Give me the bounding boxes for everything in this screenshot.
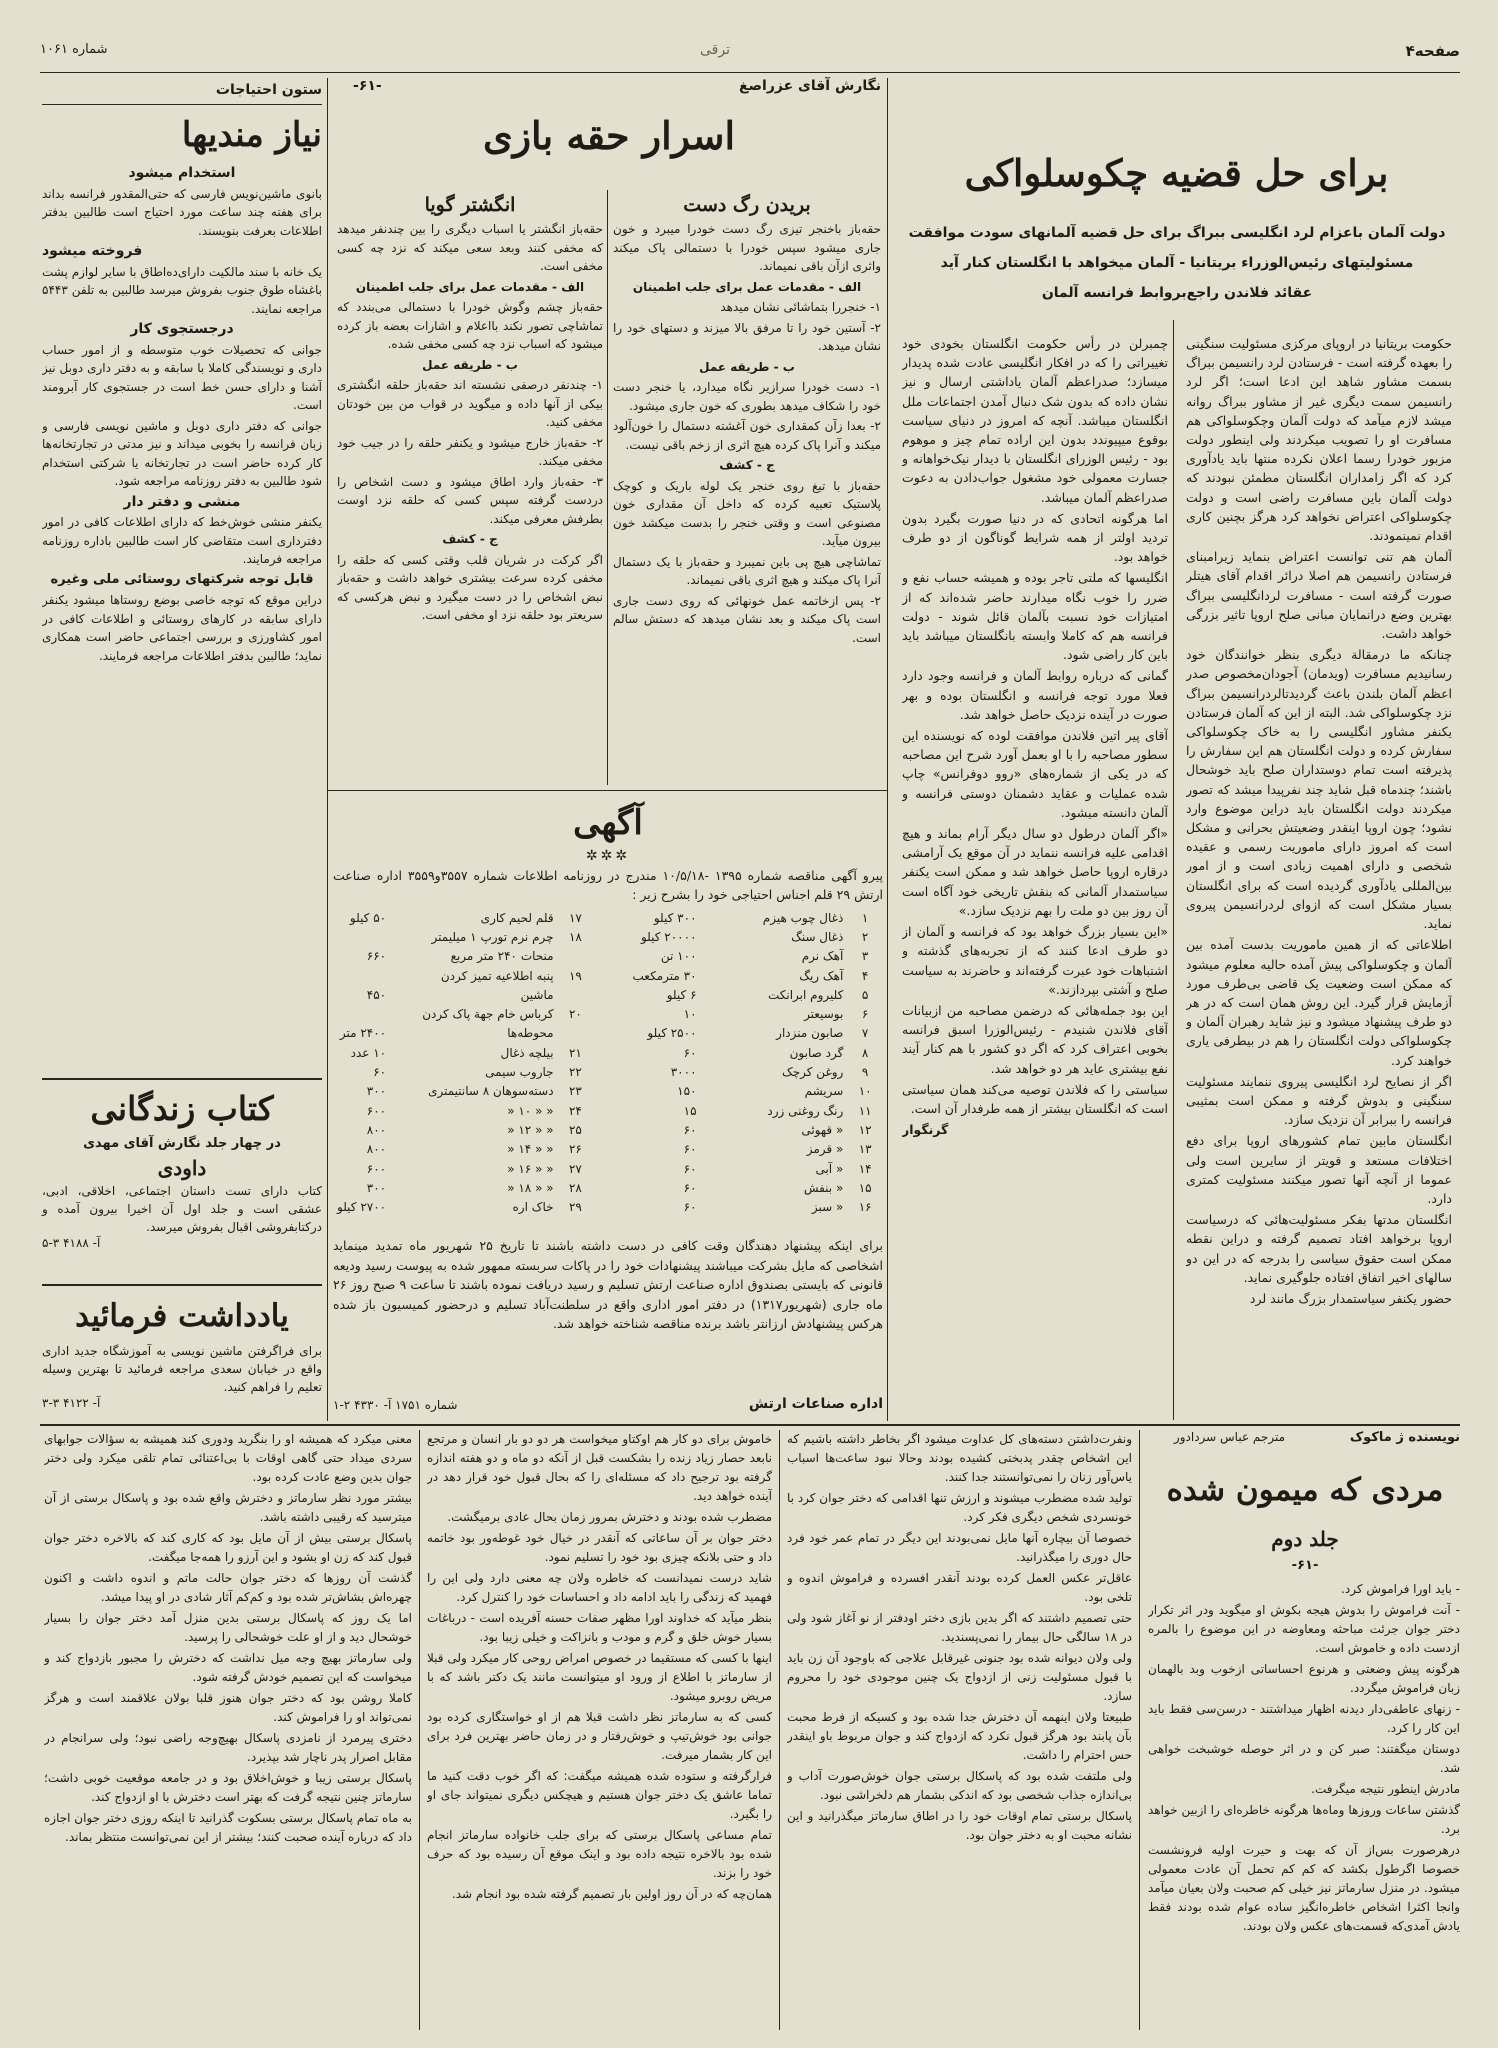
ads-sub-job: درجستجوی کار [130,321,234,337]
ketab-title: کتاب زندگانی [90,1089,274,1128]
ketab-body: کتاب دارای تست داستان اجتماعی، اخلاقی، ادبی، عشقی است و جلد اول آن اخیرا بیرون آمده و درکتابفروشی اقبال بفروش میرسد. [42,1184,322,1234]
agahi-item-name: رنگ روغنی زرد [767,1103,844,1118]
novel-author: نویسنده ژ ماکوک [1349,1430,1460,1445]
novel-title: مردی که میمون شده [1166,1472,1444,1508]
agahi-item-amount [333,1004,390,1023]
novel-volume: جلد دوم [1271,1527,1339,1551]
agahi-row [333,966,883,985]
agahi-item-no: ۷ [861,1026,869,1041]
agahi-item-amount: ۲۰۰۰۰ کیلو [640,929,697,944]
agahi-item-amount: ۶۰ [683,1200,697,1215]
ketab-ad [42,1084,322,1294]
agahi-item-name: بوسیعتر [804,1007,844,1022]
paper-name: ترقی [700,42,730,58]
agahi-item-no: ۱۵ [858,1180,872,1195]
agahi-item-no: ۲۳ [568,1084,582,1099]
agahi-row [333,1101,883,1120]
novel-col-1: - باید اورا فراموش کرد. - آنت فراموش را بدوش هیجه بکوش او میگوید ودر اثر تکرار دختر جوان جرئت مباحثه ومعاوضه در این موضوع را بالمره ازدست داده و خاموش است. هرگونه پیش وضعتی و هرنوع احساساتی ازخوب وبد بالهمان زبان فراموش میگردد. - زنهای عاطفی‌دار دیدنه اظهار میداشتند - درسن‌سی فقط باید این کار را کرد. دوستان میگفتند: صبر کن و در اثر حوصله خوشبخت خواهی شد. مادرش اینطور نتیجه میگرفت. گذشتن ساعات وروزها وماه‌ها هرگونه خاطره‌ای را ازبین خواهد برد. درهرصورت بس‌از آن که بهت و حیرت اولیه فرونشست خصوصا اگرطول بکشد که کم کم تحمل آن عادت معمولی میشود. در منزل سارماتز نیز خیلی کم صحبت ولان بعیان میآمد وانجا اکثرا اشخاص خاطره‌انگیز ساده عوام شده بودند فقط یادش آمدی‌که قسمت‌های عکس ولان بودند. [1148,1582,1460,1933]
ads-sub-hire: استخدام میشود [128,165,236,181]
agahi-item-no: ۲۲ [568,1065,582,1080]
agahi-notice [333,798,883,1420]
yaddasht-body: برای فراگرفتن ماشین نویسی به آموزشگاه جدید اداری واقع در خیابان سعدی مراجعه فرمائید تا بهترین وسیله تعلیم را فراهم کنید. [42,1344,322,1394]
agahi-item-name: « آبی [815,1161,844,1176]
novel-col-4: معنی میکرد که همیشه او را بنگرید ودوری کند همیشه به سؤالات جوابهای سردی میداد حتی گاهی اوقات با بی‌اعتنائی تمام تلقی میکرد ولی دختر جوان بدین وضع عادت کرده بود. بیشتر مورد نظر سارماتز و دخترش واقع شده بود و پاسکال برستی از آن میترسید که رقیبی داشته باشد. پاسکال برستی بیش از آن مایل بود که کاری کند که بالاخره دختر جوان قبول کند که زن او بشود و این آرزو را همه‌جا میگفت. گذشت آن روزها که دختر جوان حالت ماتم و اندوه داشت و اکنون چهره‌اش بشاش‌تر شده بود و کم‌کم آثار شادی در او پیدا میشد. اما یک روز که پاسکال برستی بدین منزل آمد دختر جوان را بسیار خوشحال دید و از او علت خوشحالی را پرسید. ولی سارماتز بهیچ وجه میل نداشت که دخترش را مجبور بازدواج کند و میخواست که این تصمیم خودش گرفته شود. کاملا روشن بود که دختر جوان هنوز قلبا بولان علاقمند است و هرگز نمی‌تواند او را فراموش کند. دختری پیرمرد از نامزدی پاسکال بهیچ‌وجه راضی نبود؛ ولی سرانجام در مقابل اصرار پدر ناچار شد بپذیرد. پاسکال برستی زیبا و خوش‌اخلاق بود و در جامعه موقعیت خوبی داشت؛ سارماتز چنین نتیجه گرفت که بهتر است دخترش با او ازدواج کند. به ماه تمام پاسکال برستی بسکوت گذرانید تا اینکه روزی دختر جوان اجازه داد که درباره آینده صحبت کنند؛ بیشتر از این نمی‌توانست منتظر بماند. [44,1432,412,1844]
agahi-item-name: آهک نرم [801,949,844,964]
agahi-row [333,908,883,927]
hoqqe-title: اسرار حقه بازی [482,113,736,158]
agahi-item-no: ۱۱ [858,1103,872,1118]
masthead-rule [40,72,1460,73]
agahi-item-name: بیلچه ذغال [500,1045,554,1060]
column-rule [1139,1430,1140,2030]
agahi-item-name: روغن کرچک [782,1065,844,1080]
agahi-item-no: ۵ [861,987,869,1002]
agahi-item-name: آهک ریگ [799,968,844,983]
hoqqe-bottom-rule [327,790,887,791]
agahi-item-name: خاک اره [512,1200,554,1215]
agahi-item-amount: ۳۰۰ [366,1084,387,1099]
agahi-item-amount: ۶۶۰ [366,949,387,964]
agahi-item-no: ۸ [861,1045,869,1060]
agahi-item-no: ۲۰ [568,1007,582,1022]
agahi-item-name: سریشم [804,1084,844,1099]
ads-rule [42,1284,322,1286]
ads-sub-sale: فروخته میشود [42,243,143,259]
agahi-item-no [558,985,594,1004]
section-rule [40,1424,1460,1426]
agahi-item-amount: ۲۴۰۰ متر [339,1026,387,1041]
agahi-item-name: کلیروم ابرانکت [767,987,844,1002]
agahi-item-name: « قهوئی [801,1122,844,1137]
agahi-item-no: ۲۱ [568,1045,582,1060]
agahi-item-amount: ۳۰۰ [366,1180,387,1195]
agahi-item-amount: ۸۰۰ [366,1142,387,1157]
czech-column-left: چمبرلن در رأس حکومت انگلستان بخودی خود تغییراتی را که در افکار انگلیسی عادت شده پدیدار میسازد؛ صدراعظم آلمان یاداشتی ارسال و نیز نشان داده که بدون شک دنبال آمدن اجتماعات ملل انگلستان میباشد. آنچه که امروز در دنیای سیاست بوقوع میپیوندد بدون این اراده تمام چیز و موهوم بود - رئیس الوزرای انگلستان با دیدار نیک‌خواهانه و جسارت معمولی خود مشغول جواب‌دادن به دعوت صدراعظم آلمان میباشد. اما هرگونه اتحادی که در دنیا صورت بگیرد بدون تردید اولتر از همه شرایط گوناگون از دو طرف خواهد بود. انگلیسها که ملتی تاجر بوده و همیشه حساب نفع و ضرر را خوب نگاه میدارند حاضر شده‌اند که از امتیازات خود نسبت بآلمان قائل شوند - دولت فرانسه هم که کاملا وابسته بانگلستان میباشد باید باین کار راضی شود. گمانی که درباره روابط آلمان و فرانسه وجود دارد فعلا مورد توجه فرانسه و انگلستان بوده و بهر صورت در آینده نزدیک حاصل خواهد شد. آقای پیر اتین فلاندن موافقت لوده که نویسنده این سطور مصاحبه را با او بعمل آورد شرح این مصاحبه که در یکی از شماره‌های «روو دوفرانس» چاپ شده عملیات و عقاید دشمنان دوستی فرانسه و آلمان دانسته میشود. «اگر آلمان درطول دو سال دیگر آرام بماند و هیچ اقدامی علیه فرانسه ننماید در آن موقع یک آرامشی درقاره اروپا حاصل خواهد شد و ممکن است یکنفر سیاستمدار آلمانی که بنقش تاریخی خود آگاه است آن روز بین دو ملت را بهم نزدیک سازد.» «این بسیار بزرگ خواهد بود که فرانسه و آلمان از دو طرف ادعا کنند که از تجربه‌های گذشته و اشتباهات خود عبرت گرفته‌اند و حاضرند به سیاست صلح و آشتی بپردازند.» این بود جمله‌هائی که درضمن مصاحبه من ازبیانات آقای فلاندن شنیدم - رئیس‌الوزرا اسبق فرانسه بخوبی اعتراف کرد که اگر دو کشور با هم کنار آیند نفع بیشتری عاید هر دو خواهد شد. سیاستی را که فلاندن توصیه می‌کند همان سیاستی است که انگلستان بیشتر از همه طرفدار آن است. گرنگوار [902,334,1168,1416]
agahi-item-no: ۱۹ [568,968,582,983]
lead-line: مسئولیتهای رئیس‌الوزراء بریتانیا - آلمان میخواهد با انگلستان کنار آید [940,255,1414,271]
agahi-item-amount: ۳۰۰ کیلو [653,910,697,925]
hoqqe-byline: نگارش آقای عزراصغ [738,78,881,94]
agahi-code: شماره ۱۷۵۱ آ- ۴۳۳۰ ۲-۱ [333,1398,458,1412]
czech-signature: گرنگوار [902,1122,949,1138]
ads-heading-rule [42,104,322,105]
agahi-item-name: پنبه اطلاعیه تمیز کردن [440,968,554,983]
issue-number: شماره ۱۰۶۱ [40,42,108,57]
hoqqe-column-right: بریدن رگ دست حقه‌باز باخنجر تیزی رگ دست خودرا میبرد و خون جاری میشود سپس خودرا با دستمالی پاک میکند واثری ازآن باقی نمیماند. الف - مقدمات عمل برای جلب اطمینان ۱- خنجررا بتماشائی نشان میدهد ۲- آستین خود را تا مرفق بالا میزند و دستهای خود را نشان میدهد. ب - طریقه عمل ۱- دست خودرا سرازیر نگاه میدارد، یا خنجر دست خود را شکاف میدهد بطوری که خون جاری میشود. ۲- بعدا زآن کمقداری خون آغشته دستمال را خون‌آلود میکند و آنرا پاک کرده هیچ اثری از زخم باقی نیست. ج - کشف حقه‌باز با تیغ روی خنجر یک لوله باریک و کوچک پلاستیک تعبیه کرده که داخل آن مقداری خون مصنوعی است و وقتی خنجر را بدست میکشد خون بیرون میآید. تماشاچی هیچ پی باین نمیبرد و حقه‌باز با یک دستمال آنرا پاک میکند و هیچ اثری باقی نمیماند. ۲- پس ازخاتمه عمل خونهائی که روی دست جاری است پاک میکند و بعد نشان میدهد که دستش سالم است. [613,190,881,785]
novel-number: -۶۱- [1291,1558,1319,1573]
agahi-item-amount: ۱۰۰ تن [660,949,697,964]
agahi-item-name: قلم لحیم کاری [480,910,554,925]
agahi-item-name: « سبز [811,1200,844,1215]
column-rule [779,1430,780,2030]
agahi-item-no: ۱۰ [858,1084,872,1099]
agahi-item-no: ۱۴ [858,1161,872,1176]
agahi-row [333,1024,883,1043]
agahi-item-name: « « ۱۰ « [507,1103,554,1118]
yaddasht-code: آ- ۴۱۲۲ ۳-۳ [42,1396,101,1410]
agahi-item-amount: ۶ کیلو [666,987,697,1002]
ads-heading: ستون احتیاجات [215,82,322,98]
agahi-item-no: ۱۲ [858,1122,872,1137]
agahi-item-name: « « ۱۲ « [507,1122,554,1137]
czech-title: برای حل قضیه چکوسلواکی [964,151,1389,195]
hoqqe-article [333,78,885,788]
agahi-item-no: ۲۹ [568,1200,582,1215]
hoqqe-left-title: انگشتر گویا [424,194,516,216]
novel-col-2: ونفرت‌داشتن دسته‌های کل عداوت میشود اگر بخاطر داشته باشیم که این اشخاص چقدر پدبختی کشیده بودند وحالا نبود ساعت‌ها اسباب یاس‌آور زنان را نمی‌توانستند جدا کنند. تولید شده مضطرب میشوند و ارزش تنها اقدامی که دختر جوان کرد با خونسردی شخص دیگری فکر کرد. خصوصا آن بیچاره آنها مایل نمی‌بودند این دیگر در تمام عمر خود فرد حال دوری را میگذرانید. عاقل‌تر عکس العمل کرده بودند آنقدر افسرده و فراموش اندوه و تلخی بود. حتی تصمیم داشتند که اگر بدین بازی دختر اودفتر از نو آغاز شود ولی در ۱۸ سالگی حال بیمار را نمی‌پسندید. ولی ولان دیوانه شده بود جنونی غیرقابل علاجی که باوجود آن زن باید با قبول مسئولیت زنی از ازدواج یک چنین موجودی خود را محروم سازد. طبیعتا ولان اینهمه آن دخترش جدا شده بود و کسیکه از فرط محبت بآن پابند بود هرگز قبول نکرد که ازدواج کند و جوان مربوط باو اینقدر حس احترام را داشت. ولی ملتفت شده بود که پاسکال برستی جوان خوش‌صورت آداب و بی‌اندازه جذاب شخصی بود که اندکی بشمار هم دلخراشی نبود. پاسکال برستی تمام اوقات خود را در اطاق سارماتز میگذرانید و این نشانه محبت او به دختر جوان بود. [787,1432,1132,1842]
agahi-item-amount: ۵۰ کیلو [349,910,387,925]
ketab-sub: در چهار جلد نگارش آقای مهدی [83,1136,281,1151]
agahi-ornament: ✲✲✲ [585,848,631,864]
novel-col-3: خاموش برای دو کار هم اوکتاو میخواست هر دو دو بار انسان و مرتجع نابعد حصار زیاد زنده را بشکست قبل از آنکه دو ماه و دو هفته اندازه گرفته بود ترجیح داد که مسئله‌ای را که بحال قبول خود قرار دهد در آینده خواهد دید. مضطرب شده بودند و دخترش بمرور زمان بحال عادی برمیگشت. دختر جوان بر آن ساعاتی که آنقدر در خیال خود غوطه‌ور بود خاتمه داد و حتی بلانکه چیزی بود خود را تسلیم نمود. شاید درست نمیدانست که خاطره ولان چه معنی دارد ولی این را فهمید که زندگی را باید ادامه داد و احساسات خود را کنترل کرد. بنظر میآید که خداوند اورا مظهر صفات حسنه آفریده است - درباغات بسیار خوش خلق و گرم و مودب و بانزاکت و خیلی زیبا بود. اینها با کسی که مستقیما در خصوص امراض روحی کار میکرد ولی قبلا از سارماتز با اطلاع از ورود او میتوانست مانند یک دکتر باشد که با مریض روبرو میشود. کسی که به سارماتز نظر داشت قبلا هم از او خواستگاری کرده بود جوانی بود خوش‌تیپ و خوش‌رفتار و در زمان حاضر بهترین فرد برای این کار بشمار میرفت. فرارگرفته و ستوده شده همیشه میگفت: که اگر خوب دقت کنید ما تماما عاشق یک دختر جوان هستیم و هیچکس دیگری نمیتواند جای او را بگیرد. تمام مساعی پاسکال برستی که برای جلب خانواده سارماتز انجام شده بود بالاخره نتیجه داده بود و اینک موقع آن رسیده بود که حرف خود را بزند. همان‌چه که در آن روز اولین بار تصمیم گرفته شده بود انجام شد. [427,1432,772,1901]
ads-rule [42,1078,322,1080]
ads-body: استخدام میشود بانوی ماشین‌نویس فارسی که حتی‌المقدور فرانسه بداند برای هفته چند ساعت مورد احتیاج است طالبین بدفتر اطلاعات بعرفت بنویسند. فروخته میشود یک خانه با سند مالکیت دارای‌ده‌اطاق با سایر لوازم پشت باغشاه طوق جنوب بفروش میرسد طالبین به تلفن ۵۴۴۳ مراجعه نمایند. درجستجوی کار جوانی که تحصیلات خوب متوسطه و از امور حساب داری و نویسندگی کاملا با سابقه و به دفتر داری دوبل نیز آشنا و دارای حسن خط است در جستجوی کار آبرومند است. جوانی که دفتر داری دوبل و ماشین نویسی فارسی و زبان فرانسه را بخوبی میداند و نیز مدتی در تجارتخانه‌ها کار کرده حاضر است در تجارتخانه یا شرکتی استخدام شود طالبین به دفتر روزنامه مراجعه شود. منشی و دفتر دار یکنفر منشی خوش‌خط که دارای اطلاعات کافی در امور دفترداری است متقاضی کار است طالبین باداره روزنامه مراجعه فرمایند. قابل توجه شرکتهای روستائی ملی وغیره دراین موقع که توجه خاصی بوضع روستاها میشود یکنفر دارای سابقه در کارهای روستائی و اطلاعات کافی در امور کشاورزی و بررسی اجتماعی حاضر است همکاری نماید؛ طالبین بدفتر اطلاعات مراجعه فرمایند. [42,165,322,663]
ads-sub-clerk: منشی و دفتر دار [123,493,241,510]
agahi-signoff: اداره صناعات ارتش [748,1396,883,1412]
hoqqe-number: -۶۱- [353,78,382,94]
agahi-item-amount: ۱۵ [683,1103,697,1118]
agahi-item-no: ۳ [861,949,869,964]
agahi-item-name: گرد صابون [789,1045,844,1060]
agahi-item-name: ماشین [520,987,554,1002]
agahi-item-amount: ۸۰۰ [366,1122,387,1137]
ketab-code: آ- ۴۱۸۸ ۳-۵ [42,1236,101,1250]
agahi-item-amount: ۲۷۰۰ کیلو [337,1200,387,1215]
column-rule [887,78,888,1421]
agahi-row [333,1062,883,1081]
czech-signature-code [893,1328,1183,1329]
agahi-item-amount: ۶۰۰ [366,1103,387,1118]
agahi-item-no: ۲۷ [568,1161,582,1176]
agahi-row [333,927,883,946]
agahi-item-amount: ۱۰ عدد [350,1045,387,1060]
agahi-item-no: ۱۸ [568,929,582,944]
agahi-item-no [558,1024,594,1043]
agahi-item-amount [333,966,390,985]
agahi-item-amount: ۶۰ [683,1045,697,1060]
agahi-item-no: ۴ [861,968,869,983]
hoqqe-right-title: بریدن رگ دست [683,194,811,216]
novel-section [42,1430,1460,2030]
ads-column [42,78,322,1420]
hoqqe-column-left: انگشتر گویا حقه‌باز انگشتر یا اسباب دیگری را بین چندنفر میدهد که مخفی کنند وبعد سعی میکند که نزد چه کسی مخفی است. الف - مقدمات عمل برای جلب اطمینان حقه‌باز چشم وگوش خودرا با دستمالی می‌بندد که تماشاچی تصور نکند بااعلام و اشارات بعضه باز کرده میشود که اسباب نزد چه کسی مخفی شده. ب - طریقه عمل ۱- چندنفر درصفی نشسته اند حقه‌باز حلقه انگشتری بیکی از آنها داده و میگوید در قواب من بین خودتان مخفی کنید. ۲- حقه‌باز خارج میشود و یکنفر حلقه را در جیب خود مخفی میکند. ۳- حقه‌باز وارد اطاق میشود و دست اشخاص را دردست گرفته سپس کسی که حلقه نزد اوست بطرفش معرفی میکند. ج - کشف اگر کرکت در شریان قلب وقتی کسی که حلقه را مخفی کرده سرعت بیشتری خواهد داشت و حقه‌باز نبض اشخاص را در دست میگیرد و نبض هرکسی که سریعتر بود حلقه نزد او مخفی است. [337,190,603,785]
novel-translator: مترجم عباس سردادور [1173,1430,1285,1444]
agahi-row [333,947,883,966]
agahi-item-no: ۱۷ [568,910,582,925]
agahi-item-no: ۲۵ [568,1122,582,1137]
agahi-row [333,985,883,1004]
agahi-item-amount: ۱۵۰ [677,1084,697,1099]
agahi-item-name: « قرمز [806,1142,844,1157]
agahi-item-amount: ۶۰ [683,1142,697,1157]
agahi-intro: پیرو آگهی مناقصه شماره ۱۳۹۵ -۱۰/۵/۱۸ مندرج در روزنامه اطلاعات شماره ۳۵۵۷و۳۵۵۹ اداره صناعت ارتش ۲۹ قلم اجناس احتیاجی خود را بشرح زیر : [333,868,883,902]
agahi-item-name: منحات ۲۴۰ متر مربع [450,949,554,964]
agahi-item-amount: ۳۰ مترمکعب [632,968,697,983]
agahi-item-no: ۱۳ [858,1142,872,1157]
agahi-item-name: « « ۱۶ « [507,1161,554,1176]
agahi-item-amount: ۶۰ [683,1122,697,1137]
page-label: صفحه۴ [1405,42,1460,60]
agahi-item-no [558,947,594,966]
agahi-item-no: ۲ [861,929,869,944]
agahi-row [333,1082,883,1101]
agahi-row [333,1197,883,1216]
agahi-item-amount: ۴۵۰ [366,987,387,1002]
agahi-item-amount: ۶۰ [683,1180,697,1195]
czech-lead [902,218,1452,308]
agahi-row [333,1043,883,1062]
agahi-item-amount: ۶۰ [373,1065,387,1080]
agahi-item-name: « « ۱۸ « [507,1180,554,1195]
agahi-row [333,1178,883,1197]
ketab-name: داودی [157,1156,207,1180]
agahi-item-name: ذغال چوب هیزم [762,910,844,925]
yaddasht-ad [42,1290,322,1418]
agahi-item-no: ۱۶ [858,1200,872,1215]
agahi-item-amount: ۶۰ [683,1161,697,1176]
agahi-item-amount: ۲۵۰۰ کیلو [647,1026,697,1041]
agahi-row [333,1120,883,1139]
agahi-item-name: « بنفش [803,1180,844,1195]
agahi-item-amount: ۱۰ [683,1007,697,1022]
agahi-row [333,1159,883,1178]
lead-line: دولت آلمان باعزام لرد انگلیسی ببراگ برای حل قضیه آلمانهای سودت موافقت [908,225,1446,241]
agahi-item-no: ۱ [861,910,869,925]
agahi-item-name: کرباس خام جهة پاک کردن [422,1007,554,1022]
agahi-item-name: چرم نرم تورپ ۱ میلیمتر [431,929,554,944]
agahi-item-amount [333,927,390,946]
ads-title: نیاز مندیها [181,115,322,155]
agahi-row [333,1004,883,1023]
agahi-item-no: ۲۴ [568,1103,582,1118]
agahi-item-no: ۲۶ [568,1142,582,1157]
agahi-item-amount: ۳۰۰۰ [670,1065,697,1080]
yaddasht-title: یادداشت فرمائید [75,1298,289,1334]
agahi-item-amount: ۶۰۰ [366,1161,387,1176]
agahi-item-name: جاروب سیمی [485,1065,554,1080]
agahi-table [333,908,883,1217]
agahi-item-no: ۶ [861,1007,869,1022]
lead-line: عقائد فلاندن راجع‌بروابط فرانسه آلمان [1041,285,1313,301]
czech-column-right: حکومت بریتانیا در اروپای مرکزی مسئولیت سنگینی را بعهده گرفته است - فرستادن لرد رانسیمن ببراگ بسمت مشاور شاهد این ادعا است؛ اگر لرد رانسیمن سمت دیگری غیر از مشاور ببراگ روانه میشد لازم میآمد که دولت آلمان وچکوسلواکی هم مسافرت او را تصویب میکردند ولی اینطور دولت مزبور خودرا رسما اعلان نکرده منتها باید یادآوری کرد که اگر زامداران انگلستان مطمئن نبودند که دولت آلمان باین مسافرت راضی است و دولت چکوسلواکی اعتراض نخواهد کرد هرگز بچنین کاری اقدام نمینمودند. آلمان هم تنی توانست اعتراض بنماید زیرامبنای فرستادن رانسیمن هم اصلا درائر اقدام آقای هیتلر صورت گرفته است - مسافرت لردانگلیسی ببراگ بهترین وضع درانمایان مبانی صلح اروپا تاثیر بزرگی خواهد داشت. چنانکه ما درمقالة دیگری بنظر خوانندگان خود رسانیدیم مسافرت (ویدمان) آجودان‌مخصوص صدر اعظم آلمان بلندن باعث گردیدتالردرانسیمن ببراگ نزد چکوسلواکی شد. البته از این که آلمان فرستادن یکنفر مشاور انگلیسی را به خاک چکوسلواکی سفارش کرده و دولت انگلستان هم این سفارش را پذیرفته است تمام دوستداران صلح باید خوشحال باشند؛ چندماه قبل شاید چند نفرپیدا میشد که تصور میکردند دولت انگلستان باید دراین موضوع وارد نشود؛ چون اروپا اینقدر وضعیتش بحرانی و مشکل است که امروز دارای ماموریت رسمی و عقیده شخصی و دارای اهمیت زیادی است و از امور بین‌المللی یادآوری گردیده است که برای انگلستان بسیار مشکل است که ازوای لردرانسیمن پیروی نماید. اطلاعاتی که از همین ماموریت بدست آمده بین آلمان و چکوسلواکی پیش آمده حالیه معلوم میشود که ممکن است وضعیت یک قاضی بی‌طرف مورد آزمایش قرار گیرد. این روش همان است که در هر دو طرف پیشنهاد میشود و نیز شاید رهبران آلمان و چکوسلواکی دولت انگلستان را هم در بیطرفی یاری خواهند کرد. اگر از نصایح لرد انگلیسی پیروی ننمایند مسئولیت سنگینی و بدوش گرفته و ممکن است بمثیبی فرانسه را ببرابر آن نزدیک سازد. انگلستان مابین تمام کشورهای اروپا برای دفع اختلافات مستعد و قویتر از سایرین است ولی عموما از آنچه آنها تصور میکنند مسئولیت کمتری دارد. انگلستان مدتها بفکر مسئولیت‌هائی که درسیاست اروپا برخواهد افتاد تصمیم گرفته و دراین نقطه ممکن است حقوق سیاسی را بدرجه که در این دو سالهای اخیر اتفاق افتاده جلوگیری نماید. حضور یکنفر سیاستمدار بزرگ مانند لرد [1186,336,1452,1306]
masthead [40,42,1460,70]
czech-article [893,78,1460,1420]
agahi-item-name: محوطه‌ها [507,1026,554,1041]
agahi-item-no: ۲۸ [568,1180,582,1195]
agahi-item-name: « « ۱۴ « [507,1142,554,1157]
agahi-item-name: ذغال سنگ [791,929,844,944]
agahi-row [333,1140,883,1159]
ads-sub-companies: قابل توجه شرکتهای روستائی ملی وغیره [50,571,314,587]
agahi-item-no: ۹ [861,1065,869,1080]
column-rule [327,78,328,1421]
agahi-item-name: دسته‌سوهان ۸ سانتیمتری [428,1084,554,1099]
agahi-footer: برای اینکه پیشنهاد دهندگان وقت کافی در دست داشته باشند تا تاریخ ۲۵ شهریور ماه تمدید مینماید اشخاصی که مایل بشرکت میباشند پیشنهادات خود را در پاکات سربسته ممهور شده به پیوست رسید ودیعه قانونی که بایستی بصندوق اداره صناعت ارتش تسلیم و رسید دریافت نموده باشند تا ساعت ۹ صبح روز ۲۶ ماه جاری (شهریور۱۳۱۷) در دفتر امور اداری واقع در سلطنت‌آباد تسلیم و درحضور کمیسیون باز شده هرکس پیشنهادش ارزانتر باشد برنده مناقصه شناخته خواهد شد. [333,1238,884,1331]
agahi-item-name: صابون منزدار [776,1026,844,1041]
column-rule [419,1430,420,2030]
agahi-title: آگهی [573,803,643,843]
